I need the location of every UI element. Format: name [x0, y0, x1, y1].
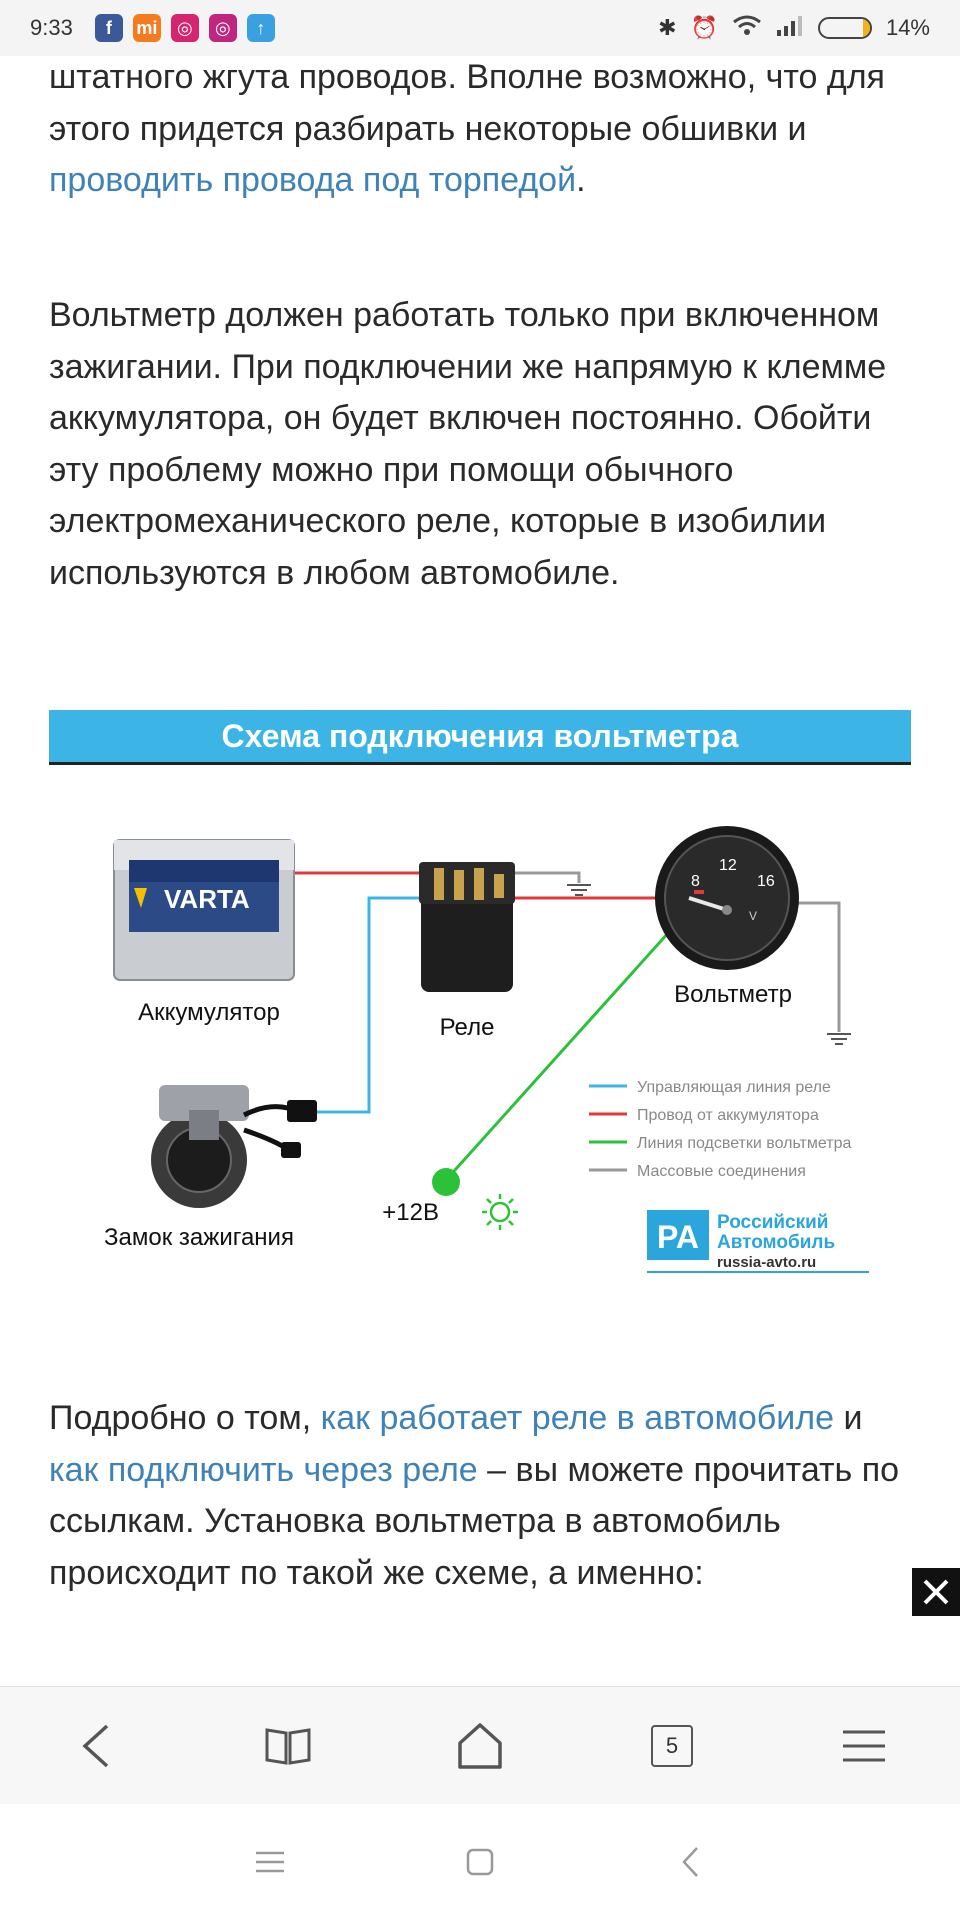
voltmeter-image — [655, 826, 799, 970]
recent-apps-button[interactable] — [240, 1832, 300, 1892]
paragraph-text: штатного жгута проводов. Вполне возможно, что для этого придется разбирать некоторые обшивки и — [49, 58, 885, 148]
instagram-icon: ◎ — [209, 14, 237, 42]
plus12-label: +12В — [382, 1199, 439, 1226]
diagram-svg — [49, 770, 911, 1330]
logo-line1: Российский — [717, 1212, 829, 1233]
paragraph-2: Вольтметр должен работать только при включенном зажигании. При подключении же напрямую к клемме аккумулятора, он будет включен постоянно. Обойти эту проблему можно при помощи обычного электромеханического реле, которые в изобилии используются в любом автомобиле. — [49, 296, 887, 592]
diagram-title: Схема подключения вольтметра — [49, 710, 911, 765]
system-nav-bar — [0, 1804, 960, 1920]
relay-label: Реле — [439, 1014, 495, 1041]
legend-item: Управляющая линия реле — [637, 1079, 831, 1096]
paragraph-text: – вы можете прочитать по ссылкам. Установка вольтметра в автомобиль происходит по такой же схеме, а именно: — [49, 1450, 900, 1592]
wifi-icon — [732, 14, 762, 42]
legend-item: Линия подсветки вольтметра — [637, 1135, 852, 1152]
ignition-label: Замок зажигания — [104, 1224, 294, 1251]
tab-count: 5 — [651, 1725, 693, 1767]
wiring-diagram — [49, 710, 911, 1320]
close-icon — [921, 1577, 951, 1607]
menu-icon — [841, 1728, 887, 1764]
battery-percent: 14% — [885, 15, 930, 40]
paragraph-text: и — [834, 1399, 863, 1437]
ground-icon — [567, 885, 591, 895]
paragraph-1 — [49, 52, 919, 207]
diagram-legend — [589, 1079, 851, 1180]
home-button[interactable] — [435, 1701, 525, 1791]
logo-abbr: PA — [656, 1219, 700, 1255]
alarm-icon: ⏰ — [690, 15, 718, 40]
battery-brand: VARTA — [164, 884, 250, 914]
back-button[interactable] — [51, 1701, 141, 1791]
battery-icon — [818, 17, 872, 39]
close-button[interactable] — [912, 1568, 960, 1616]
chevron-left-icon — [79, 1723, 113, 1769]
book-icon — [264, 1726, 312, 1766]
gauge-tick: 8 — [691, 873, 700, 890]
voltmeter-label: Вольтметр — [674, 981, 792, 1008]
site-logo — [647, 1210, 869, 1272]
menu-icon — [255, 1850, 285, 1874]
home-icon — [455, 1721, 505, 1771]
power-12v-dot — [432, 1168, 460, 1196]
gauge-tick: 12 — [719, 857, 737, 874]
signal-icon — [776, 14, 804, 42]
battery-level — [863, 19, 870, 37]
menu-button[interactable] — [819, 1701, 909, 1791]
system-back-button[interactable] — [660, 1832, 720, 1892]
ignition-switch-image — [151, 1085, 317, 1208]
gauge-tick: 16 — [757, 873, 775, 890]
system-home-button[interactable] — [450, 1832, 510, 1892]
browser-toolbar — [0, 1686, 960, 1805]
legend-item: Массовые соединения — [637, 1163, 806, 1180]
facebook-icon: f — [95, 14, 123, 42]
link-wires-under-dashboard[interactable]: проводить провода под торпедой — [49, 161, 577, 199]
link-connect-via-relay[interactable]: как подключить через реле — [49, 1450, 478, 1489]
paragraph-text: Подробно о том, — [49, 1399, 321, 1437]
bluetooth-icon: ✱ — [658, 15, 677, 40]
link-how-relay-works[interactable]: как работает реле в автомобиле — [320, 1399, 835, 1437]
paragraph-text: . — [576, 161, 586, 199]
mi-icon: mi — [133, 14, 161, 42]
ground-icon — [827, 1034, 851, 1044]
instagram-icon: ◎ — [171, 14, 199, 42]
status-right — [658, 14, 960, 42]
chevron-left-icon — [680, 1846, 700, 1878]
status-bar — [0, 0, 960, 56]
upload-icon: ↑ — [247, 14, 275, 42]
status-left — [0, 14, 275, 42]
square-icon — [466, 1848, 494, 1876]
legend-item: Провод от аккумулятора — [637, 1107, 819, 1124]
relay-image — [419, 862, 515, 992]
tabs-button[interactable] — [627, 1701, 717, 1791]
paragraph-3 — [49, 1393, 919, 1599]
status-time: 9:33 — [30, 15, 73, 40]
battery-label: Аккумулятор — [138, 999, 280, 1026]
logo-line2: Автомобиль — [717, 1232, 836, 1253]
battery-image — [114, 840, 294, 980]
lamp-icon — [482, 1194, 518, 1230]
logo-site: russia-avto.ru — [717, 1254, 817, 1271]
bookmarks-button[interactable] — [243, 1701, 333, 1791]
gauge-unit: V — [749, 909, 758, 923]
